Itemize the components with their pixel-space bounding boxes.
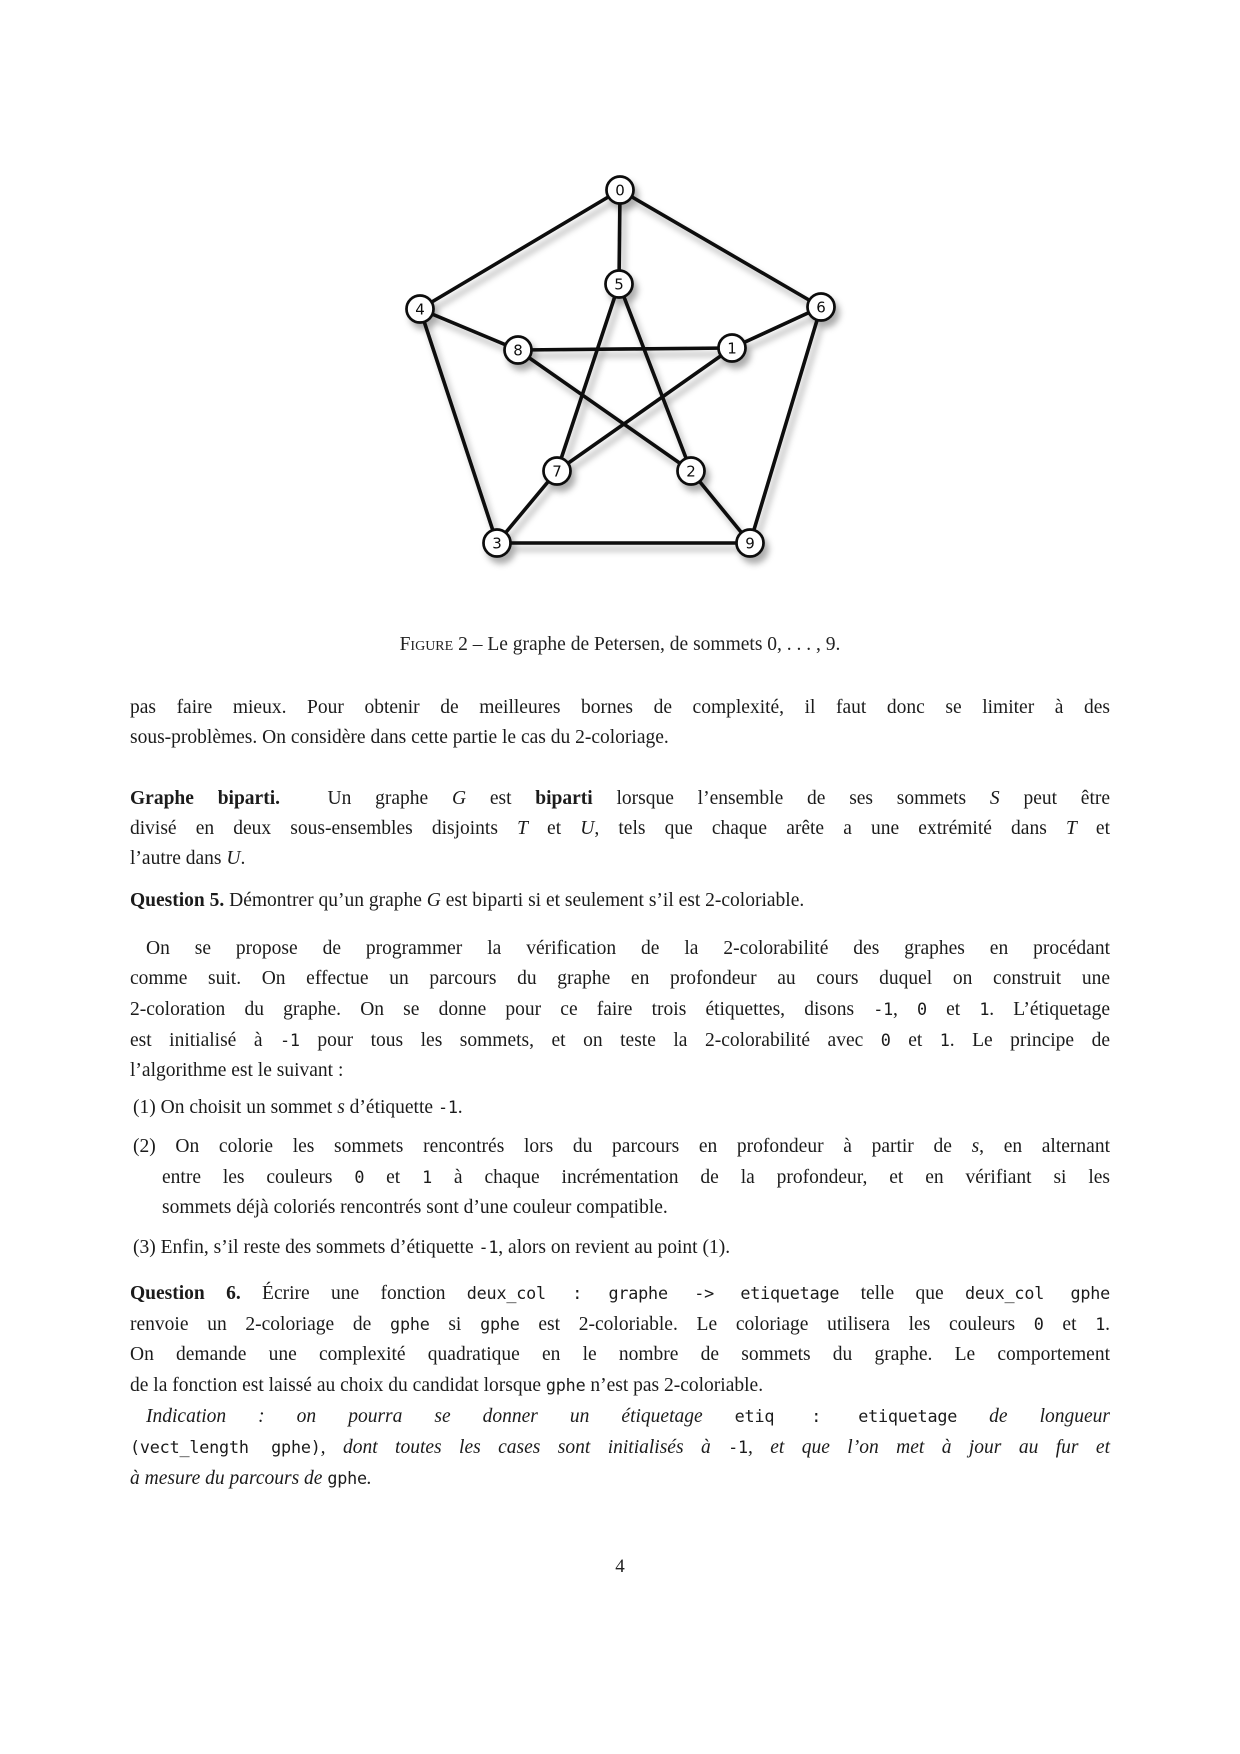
page-number: 4 — [615, 1556, 625, 1577]
figure-caption-label: Figure — [399, 634, 454, 655]
indication-paragraph-line: à mesure du parcours de gphe. — [130, 1468, 372, 1489]
indication-paragraph-line: Indication : on pourra se donner un étiquetage etiq : etiquetage de longueur — [146, 1406, 1110, 1427]
indication-paragraph — [130, 1401, 1110, 1494]
question-6 — [130, 1278, 1110, 1401]
question-6-line: On demande une complexité quadratique en le nombre de sommets du graphe. Le comportement — [130, 1344, 1110, 1365]
graphe-biparti-paragraph-line: l’autre dans U. — [130, 848, 246, 869]
algorithm-paragraph-line: l’algorithme est le suivant : — [130, 1060, 344, 1081]
body-text — [130, 693, 1110, 1494]
graph-node-label-4: 4 — [415, 300, 425, 319]
graph-node-2 — [678, 458, 705, 485]
graph-node-8 — [505, 337, 532, 364]
question-5-line: Question 5. Démontrer qu’un graphe G est biparti si et seulement s’il est 2-coloriable. — [130, 890, 805, 911]
figure-caption — [0, 634, 1240, 656]
list-item-1 — [130, 1092, 1110, 1123]
graph-node-label-8: 8 — [513, 341, 523, 360]
graph-node-7 — [544, 458, 571, 485]
graph-node-0 — [607, 177, 634, 204]
graph-edge-6-9 — [750, 307, 821, 543]
graph-edge-4-3 — [420, 309, 497, 543]
graph-node-label-9: 9 — [745, 534, 755, 553]
graph-edge-8-1 — [518, 348, 732, 350]
graph-node-3 — [484, 530, 511, 557]
figure-caption-text: 2 – Le graphe de Petersen, de sommets 0, . . . , 9. — [453, 634, 841, 655]
intro-paragraph-line: sous-problèmes. On considère dans cette partie le cas du 2-coloriage. — [130, 727, 669, 748]
algorithm-paragraph-line: 2-coloration du graphe. On se donne pour ce faire trois étiquettes, disons -1, 0 et 1. L’étiquetage — [130, 999, 1111, 1020]
list-item-2 — [130, 1132, 1110, 1223]
algorithm-paragraph — [130, 934, 1110, 1086]
question-5 — [130, 886, 1110, 916]
graph-edge-5-2 — [619, 284, 691, 471]
list-item-3 — [130, 1232, 1110, 1263]
graph-node-label-3: 3 — [492, 534, 502, 553]
graph-edge-1-7 — [557, 348, 732, 471]
graph-node-6 — [808, 294, 835, 321]
indication-paragraph-line: (vect_length gphe), dont toutes les cases sont initialisés à -1, et que l’on met à jour au fur et — [130, 1437, 1110, 1458]
petersen-graph — [0, 0, 1240, 620]
algorithm-paragraph-line: est initialisé à -1 pour tous les sommets, et on teste la 2-colorabilité avec 0 et 1. Le principe de — [130, 1030, 1110, 1051]
graphe-biparti-paragraph-line: Graphe biparti. Un graphe G est biparti lorsque l’ensemble de ses sommets S peut être — [130, 788, 1111, 809]
intro-paragraph — [130, 693, 1110, 753]
algorithm-paragraph-line: On se propose de programmer la vérification de la 2-colorabilité des graphes en procédant — [146, 938, 1110, 959]
graph-node-label-0: 0 — [615, 181, 625, 200]
graph-node-label-6: 6 — [816, 298, 826, 317]
graph-edge-4-8 — [420, 309, 518, 350]
list-item-3-line: (3) Enfin, s’il reste des sommets d’étiquette -1, alors on revient au point (1). — [133, 1237, 731, 1258]
graph-edge-0-4 — [420, 190, 620, 309]
graph-node-5 — [606, 271, 633, 298]
graph-node-4 — [407, 296, 434, 323]
graph-edge-5-7 — [557, 284, 619, 471]
graph-node-1 — [719, 335, 746, 362]
question-6-line: de la fonction est laissé au choix du candidat lorsque gphe n’est pas 2-coloriable. — [130, 1375, 764, 1396]
graphe-biparti-paragraph — [130, 784, 1110, 874]
list-item-1-line: (1) On choisit un sommet s d’étiquette -1. — [133, 1097, 463, 1118]
graph-edge-8-2 — [518, 350, 691, 471]
algorithm-paragraph-line: comme suit. On effectue un parcours du graphe en profondeur au cours duquel on construit une — [130, 968, 1110, 989]
list-item-2-line: sommets déjà coloriés rencontrés sont d’une couleur compatible. — [162, 1197, 668, 1218]
list-item-2-line: entre les couleurs 0 et 1 à chaque incrémentation de la profondeur, et en vérifiant si les — [162, 1167, 1111, 1188]
list-item-2-line: (2) On colorie les sommets rencontrés lors du parcours en profondeur à partir de s, en alternant — [133, 1136, 1110, 1157]
graph-node-label-5: 5 — [614, 275, 624, 294]
intro-paragraph-line: pas faire mieux. Pour obtenir de meilleures bornes de complexité, il faut donc se limiter à des — [130, 697, 1110, 718]
graph-node-label-1: 1 — [727, 339, 737, 358]
graph-node-label-2: 2 — [686, 462, 696, 481]
graph-edge-0-6 — [620, 190, 821, 307]
question-6-line: renvoie un 2-coloriage de gphe si gphe est 2-coloriable. Le coloriage utilisera les couleurs 0 et 1. — [130, 1314, 1110, 1335]
graph-node-9 — [737, 530, 764, 557]
question-6-line: Question 6. Écrire une fonction deux_col : graphe -> etiquetage telle que deux_col gphe — [130, 1283, 1111, 1304]
graphe-biparti-paragraph-line: divisé en deux sous-ensembles disjoints T et U, tels que chaque arête a une extrémité dans T et — [130, 818, 1111, 839]
graph-node-label-7: 7 — [552, 462, 562, 481]
